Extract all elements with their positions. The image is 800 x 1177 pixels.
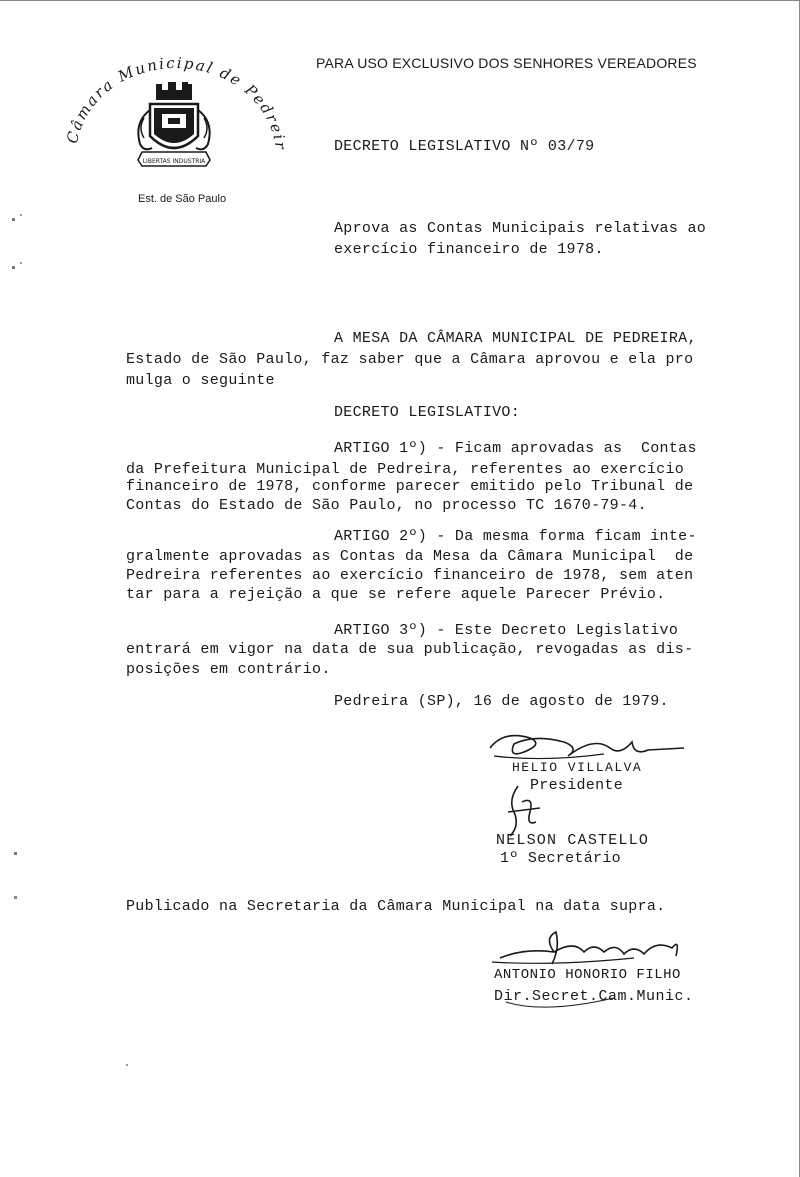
signatory-title: Presidente <box>530 777 624 794</box>
seal-state-label: Est. de São Paulo <box>138 193 227 205</box>
scan-speck <box>14 852 17 855</box>
signatory-title: 1º Secretário <box>500 850 621 867</box>
decree-heading: DECRETO LEGISLATIVO: <box>334 404 521 421</box>
article-3-line: ARTIGO 3º) - Este Decreto Legislativo <box>334 622 679 639</box>
signatory-name: NELSON CASTELLO <box>496 832 650 849</box>
decree-number: DECRETO LEGISLATIVO Nº 03/79 <box>334 138 595 155</box>
page-border-top <box>0 0 800 1</box>
article-2-line: ARTIGO 2º) - Da mesma forma ficam inte- <box>334 528 697 545</box>
preamble-line-1: A MESA DA CÂMARA MUNICIPAL DE PEDREIRA, <box>334 330 697 347</box>
seal-motto: LIBERTAS INDUSTRIA <box>142 158 206 165</box>
scan-speck <box>14 896 17 899</box>
signatory-name: HELIO VILLALVA <box>512 760 643 775</box>
seal-arc-text: Câmara Municipal de Pedrei <box>63 53 288 146</box>
summary-line-2: exercício financeiro de 1978. <box>334 241 604 258</box>
preamble-line-2: Estado de São Paulo, faz saber que a Câmara aprovou e ela pro <box>126 351 694 368</box>
article-1-line: da Prefeitura Municipal de Pedreira, referentes ao exercício <box>126 461 685 478</box>
municipal-seal <box>58 48 288 198</box>
article-1-line: Contas do Estado de São Paulo, no processo TC 1670-79-4. <box>126 497 647 514</box>
preamble-line-3: mulga o seguinte <box>126 372 275 389</box>
article-2-line: gralmente aprovadas as Contas da Mesa da Câmara Municipal de <box>126 548 694 565</box>
scan-speck <box>20 214 22 216</box>
exclusive-use-header: PARA USO EXCLUSIVO DOS SENHORES VEREADORES <box>316 55 697 71</box>
article-1-line: financeiro de 1978, conforme parecer emitido pelo Tribunal de <box>126 478 694 495</box>
article-1-line: ARTIGO 1º) - Ficam aprovadas as Contas <box>334 440 697 457</box>
coat-of-arms-icon <box>58 48 288 198</box>
scan-speck <box>12 218 15 221</box>
director-title: Dir.Secret.Cam.Munic. <box>494 988 694 1005</box>
publication-note: Publicado na Secretaria da Câmara Municipal na data supra. <box>126 898 666 915</box>
article-3-line: entrará em vigor na data de sua publicação, revogadas as dis- <box>126 641 694 658</box>
scan-speck <box>126 1064 128 1066</box>
director-name: ANTONIO HONORIO FILHO <box>494 967 681 983</box>
article-2-line: Pedreira referentes ao exercício financeiro de 1978, sem aten <box>126 567 694 584</box>
scan-speck <box>20 262 22 264</box>
scan-speck <box>12 266 15 269</box>
date-line: Pedreira (SP), 16 de agosto de 1979. <box>334 693 669 710</box>
summary-line-1: Aprova as Contas Municipais relativas ao <box>334 220 707 237</box>
article-2-line: tar para a rejeição a que se refere aquele Parecer Prévio. <box>126 586 666 603</box>
article-3-line: posições em contrário. <box>126 661 331 678</box>
